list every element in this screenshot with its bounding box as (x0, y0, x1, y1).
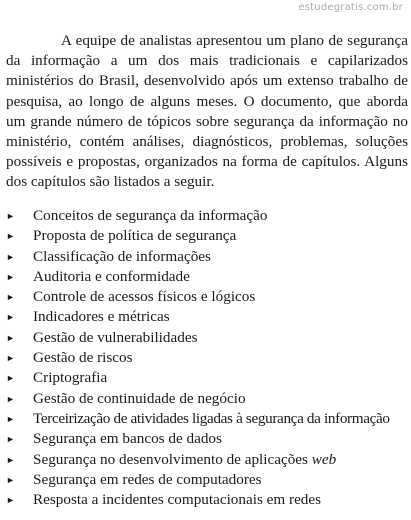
chapter-title: Gestão de vulnerabilidades (33, 328, 198, 346)
triangle-bullet-icon: ► (6, 495, 15, 506)
list-item (0, 368, 411, 388)
triangle-bullet-icon: ► (6, 474, 15, 485)
triangle-bullet-icon: ► (6, 373, 15, 384)
triangle-bullet-icon: ► (6, 434, 15, 445)
chapter-title: Terceirização de atividades ligadas à segurança da informação (33, 409, 390, 427)
chapter-title: Resposta a incidentes computacionais em redes (33, 491, 322, 509)
triangle-bullet-icon: ► (6, 413, 15, 424)
chapter-title: Proposta de política de segurança (33, 227, 237, 245)
watermark: estudegratis.com.br (298, 2, 403, 13)
chapter-title-emphasis: web (311, 450, 337, 468)
triangle-bullet-icon: ► (6, 292, 15, 303)
triangle-bullet-icon: ► (6, 454, 15, 465)
list-item (0, 389, 411, 409)
list-item (0, 247, 411, 267)
chapter-title: Gestão de continuidade de negócio (33, 389, 246, 407)
triangle-bullet-icon: ► (6, 353, 15, 364)
chapter-title: Gestão de riscos (33, 349, 133, 367)
list-item (0, 287, 411, 307)
list-item (0, 267, 411, 287)
triangle-bullet-icon: ► (6, 271, 15, 282)
list-item (0, 450, 411, 470)
list-item (0, 206, 411, 226)
list-item (0, 429, 411, 449)
chapter-title: Auditoria e conformidade (33, 267, 190, 285)
chapter-title: Indicadores e métricas (33, 308, 170, 326)
list-item (0, 226, 411, 246)
chapter-title: Segurança em bancos de dados (33, 430, 222, 448)
triangle-bullet-icon: ► (6, 251, 15, 262)
triangle-bullet-icon: ► (6, 231, 15, 242)
chapter-title: Controle de acessos físicos e lógicos (33, 288, 256, 306)
list-item (0, 328, 411, 348)
chapter-title: Classificação de informações (33, 247, 211, 265)
list-item (0, 470, 411, 490)
triangle-bullet-icon: ► (6, 332, 15, 343)
triangle-bullet-icon: ► (6, 393, 15, 404)
chapter-title (33, 450, 336, 470)
chapter-list (0, 206, 411, 510)
chapter-title-text: Segurança no desenvolvimento de aplicações (33, 450, 312, 468)
list-item (0, 348, 411, 368)
chapter-title: Segurança em redes de computadores (33, 470, 262, 488)
chapter-title: Criptografia (33, 369, 108, 387)
triangle-bullet-icon: ► (6, 312, 15, 323)
list-item (0, 490, 411, 510)
intro-paragraph: A equipe de analistas apresentou um plano de segurança da informação a um dos mais tradicionais e capilarizados ministérios do Brasil, desenvolvido após um extenso trabalho de pesquisa, ao longo de alguns meses. O documento, que aborda um grande número de tópicos sobre segurança da informação no ministério, contém análises, diagnósticos, problemas, soluções possíveis e propostas, organizados na forma de capítulos. Alguns dos capítulos são listados a seguir. (6, 32, 408, 191)
chapter-title: Conceitos de segurança da informação (33, 207, 268, 224)
list-item (0, 409, 411, 429)
list-item (0, 307, 411, 327)
triangle-bullet-icon: ► (6, 211, 15, 221)
